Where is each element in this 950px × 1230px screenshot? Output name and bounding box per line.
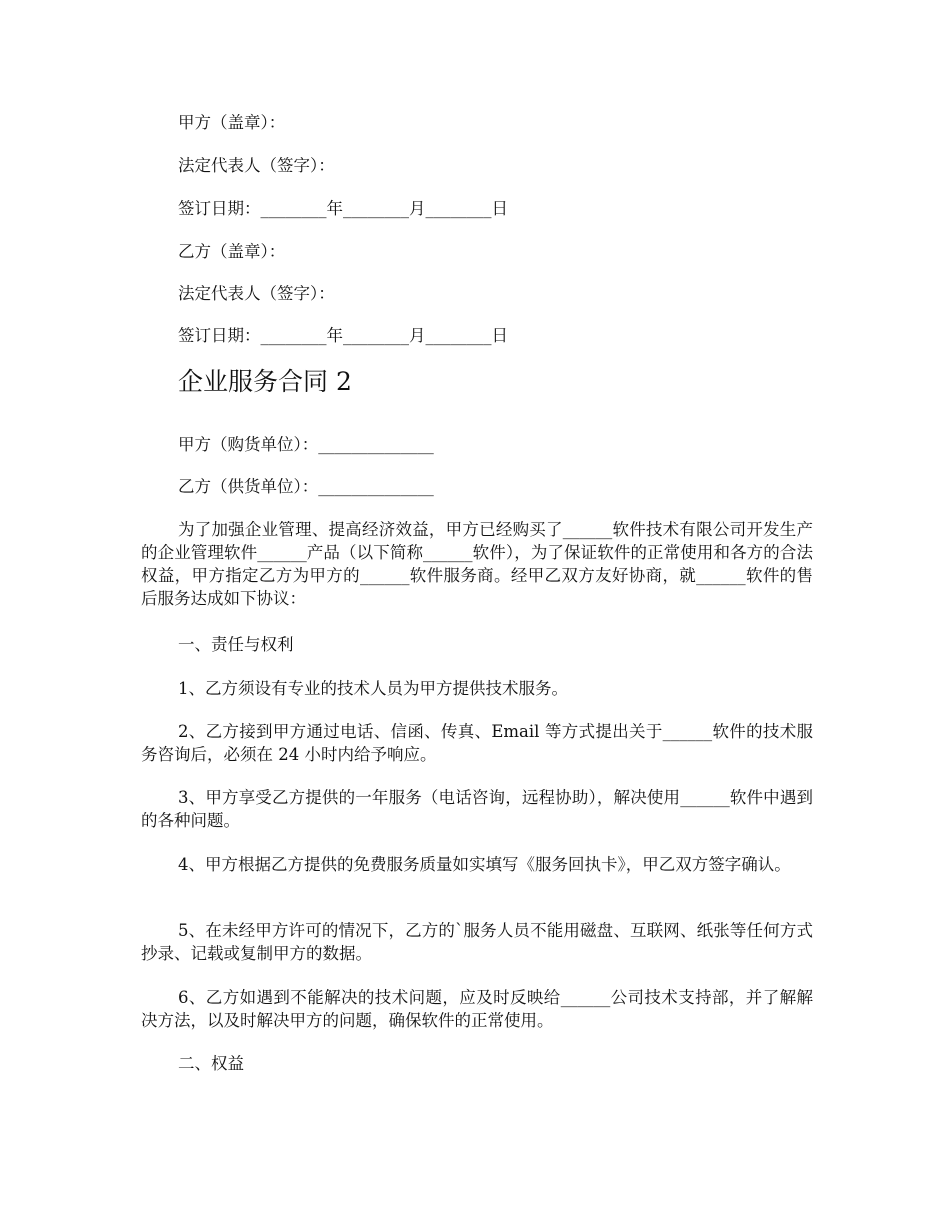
party-a-buyer-line: 甲方（购货单位）：______________ bbox=[178, 435, 434, 454]
section-1-title: 一、责任与权利 bbox=[178, 635, 294, 654]
clause-4: 4、甲方根据乙方提供的免费服务质量如实填写《服务回执卡》，甲乙双方签字确认。 bbox=[178, 855, 791, 874]
party-a-sign-date-line: 签订日期：________年________月________日 bbox=[178, 199, 508, 218]
party-b-seal-line: 乙方（盖章）： bbox=[178, 242, 286, 261]
clause-2: 2、乙方接到甲方通过电话、信函、传真、Email 等方式提出关于______软件的技术服务咨询后，必须在 24 小时内给予响应。 bbox=[141, 722, 813, 764]
clause-5: 5、在未经甲方许可的情况下，乙方的`服务人员不能用磁盘、互联网、纸张等任何方式抄录、记载或复制甲方的数据。 bbox=[141, 921, 813, 963]
clause-6: 6、乙方如遇到不能解决的技术问题，应及时反映给______公司技术支持部，并了解解决方法，以及时解决甲方的问题，确保软件的正常使用。 bbox=[141, 988, 813, 1030]
party-b-supplier-line: 乙方（供货单位）：______________ bbox=[178, 477, 434, 496]
party-b-sign-date-line: 签订日期：________年________月________日 bbox=[178, 326, 508, 345]
clause-3: 3、甲方享受乙方提供的一年服务（电话咨询，远程协助），解决使用______软件中遇到的各种问题。 bbox=[141, 788, 813, 830]
intro-paragraph: 为了加强企业管理、提高经济效益，甲方已经购买了______软件技术有限公司开发生产的企业管理软件______产品（以下简称______软件），为了保证软件的正常使用和各方的合法权益，甲方指定乙方为甲方的______软件服务商。经甲乙双方友好协商，就______软件的售后服务达成如下协议： bbox=[141, 520, 813, 608]
contract-title: 企业服务合同 2 bbox=[178, 367, 352, 396]
party-a-seal-line: 甲方（盖章）： bbox=[178, 113, 286, 132]
party-a-legal-rep-line: 法定代表人（签字）： bbox=[178, 156, 335, 175]
section-2-title: 二、权益 bbox=[178, 1054, 244, 1073]
clause-1: 1、乙方须设有专业的技术人员为甲方提供技术服务。 bbox=[178, 679, 568, 698]
party-b-legal-rep-line: 法定代表人（签字）： bbox=[178, 284, 335, 303]
